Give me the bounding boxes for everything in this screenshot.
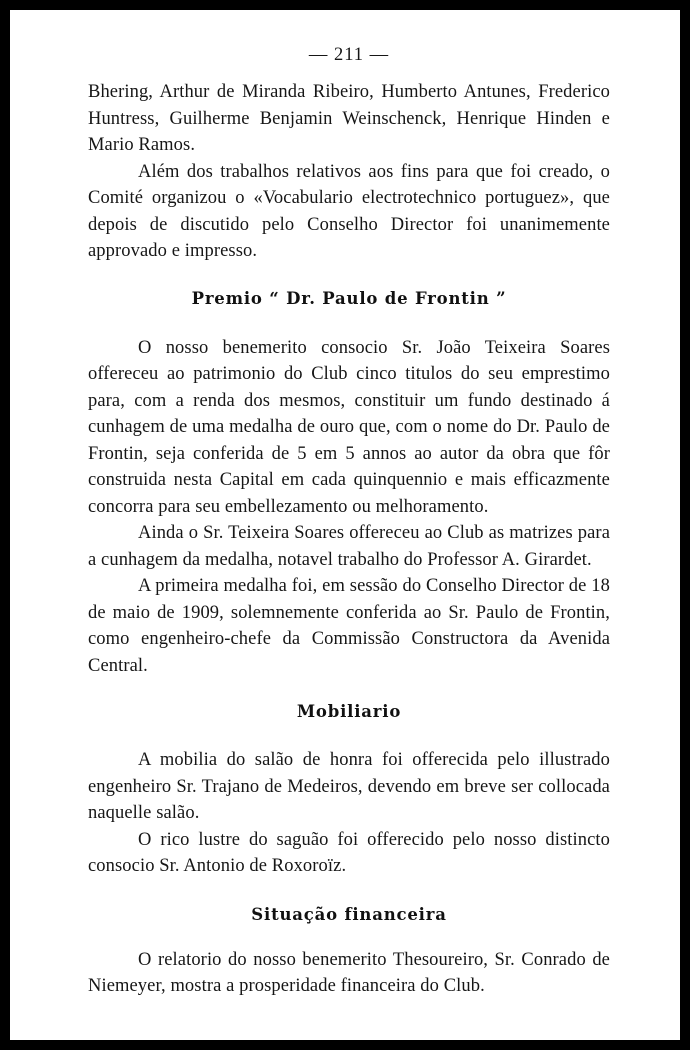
premio-paragraph-3: A primeira medalha foi, em sessão do Conselho Director de 18 de maio de 1909, solemnemente conferida ao Sr. Paulo de Frontin, como engenheiro-chefe da Commissão Constructora da Avenida Central. bbox=[88, 576, 610, 676]
mobiliario-heading: Mobiliario bbox=[296, 702, 402, 721]
premio-paragraph-1: O nosso benemerito consocio Sr. João Teixeira Soares offereceu ao patrimonio do Club cinco titulos do seu emprestimo para, com a renda dos mesmos, constituir um fundo destinado á cunhagem de uma medalha de ouro que, com o nome do Dr. Paulo de Frontin, seja conferida de 5 em 5 annos ao autor da obra que fôr construida nesta Capital em cada quinquennio e mais efficazmente concorra para seu embellezamento ou melhoramento. bbox=[88, 337, 610, 517]
premio-heading: Premio “ Dr. Paulo de Frontin ” bbox=[191, 288, 507, 308]
page-number: — 211 — bbox=[308, 45, 390, 65]
page-text bbox=[88, 42, 610, 1000]
situacao-heading: Situação financeira bbox=[251, 904, 447, 924]
committee-paragraph: Além dos trabalhos relativos aos fins para que foi creado, o Comité organizou o «Vocabulario electrotechnico portuguez», que depois de discutido pelo Conselho Director foi unanimemente approvado e impresso. bbox=[88, 161, 610, 261]
names-continuation-paragraph: Bhering, Arthur de Miranda Ribeiro, Humberto Antunes, Frederico Huntress, Guilherme Benjamin Weinschenck, Henrique Hinden e Mario Ramos. bbox=[88, 82, 610, 155]
situacao-paragraph-1: O relatorio do nosso benemerito Thesoureiro, Sr. Conrado de Niemeyer, mostra a prosperidade financeira do Club. bbox=[88, 949, 610, 996]
mobiliario-paragraph-2: O rico lustre do saguão foi offerecido pelo nosso distincto consocio Sr. Antonio de Roxoroïz. bbox=[88, 829, 610, 876]
premio-paragraph-2: Ainda o Sr. Teixeira Soares offereceu ao Club as matrizes para a cunhagem da medalha, notavel trabalho do Professor A. Girardet. bbox=[88, 523, 610, 570]
document-page bbox=[10, 10, 680, 1040]
mobiliario-paragraph-1: A mobilia do salão de honra foi offerecida pelo illustrado engenheiro Sr. Trajano de Medeiros, devendo em breve ser collocada naquelle salão. bbox=[88, 750, 610, 823]
